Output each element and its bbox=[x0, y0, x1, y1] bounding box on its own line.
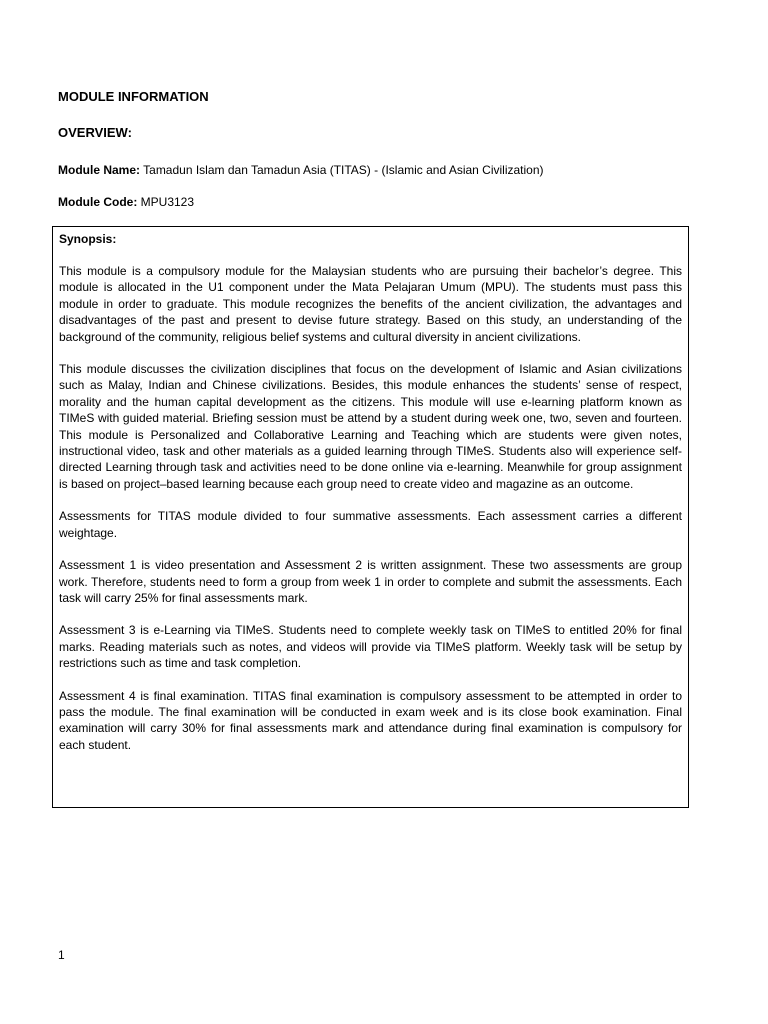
module-code-line bbox=[58, 194, 194, 210]
page-number: 1 bbox=[58, 948, 65, 962]
synopsis-paragraph-assessment-3: Assessment 3 is e-Learning via TIMeS. Students need to complete weekly task on TIMeS to entitled 20% for final marks. Reading materials such as notes, and videos will provide via TIMeS platform. Weekly task will be setup by restrictions such as time and task completion. bbox=[59, 623, 682, 671]
module-name-value: Tamadun Islam dan Tamadun Asia (TITAS) - (Islamic and Asian Civilization) bbox=[143, 163, 544, 177]
module-code-label: Module Code: bbox=[58, 195, 138, 209]
module-code-value: MPU3123 bbox=[140, 195, 195, 209]
module-name-line bbox=[58, 162, 544, 178]
synopsis-paragraph-intro: This module is a compulsory module for the Malaysian students who are pursuing their bachelor’s degree. This module is allocated in the U1 component under the Mata Pelajaran Umum (MPU). The students must pass this module in order to graduate. This module recognizes the benefits of the ancient civilization, the advantages and disadvantages of the past and present to devise future strategy. Based on this study, an understanding of the background of the community, religious belief systems and cultural diversity in ancient civilizations. bbox=[59, 264, 682, 344]
synopsis-paragraph-assessments: Assessments for TITAS module divided to four summative assessments. Each assessment carries a different weightage. bbox=[59, 509, 682, 540]
module-name-label: Module Name: bbox=[58, 163, 141, 177]
synopsis-paragraph-assessment-1-2: Assessment 1 is video presentation and Assessment 2 is written assignment. These two assessments are group work. Therefore, students need to form a group from week 1 in order to complete and submit the assessments. Each task will carry 25% for final assessments mark. bbox=[59, 558, 682, 605]
overview-heading: OVERVIEW: bbox=[58, 125, 132, 140]
module-information-heading: MODULE INFORMATION bbox=[58, 89, 209, 104]
synopsis-box bbox=[52, 226, 689, 808]
synopsis-title: Synopsis: bbox=[59, 232, 117, 246]
synopsis-paragraph-civilization: This module discusses the civilization disciplines that focus on the development of Islamic and Asian civilizations such as Malay, Indian and Chinese civilizations. Besides, this module enhances the students’ sense of respect, morality and the human capital development as the citizens. This module will use e-learning platform known as TIMeS with guided material. Briefing session must be attend by a student during week one, two, seven and fourteen. This module is Personalized and Collaborative Learning and Teaching which are students were given notes, instructional video, task and other materials as a guided learning through TIMeS. Students also will experience self-directed Learning through task and activities need to be done online via e-learning. Meanwhile for group assignment is based on project–based learning because each group need to create video and magazine as an outcome. bbox=[59, 362, 682, 491]
synopsis-paragraph-assessment-4: Assessment 4 is final examination. TITAS final examination is compulsory assessment to be attempted in order to pass the module. The final examination will be conducted in exam week and is its close book examination. Final examination will carry 30% for final assessments mark and attendance during final examination is compulsory for each student. bbox=[59, 688, 682, 752]
